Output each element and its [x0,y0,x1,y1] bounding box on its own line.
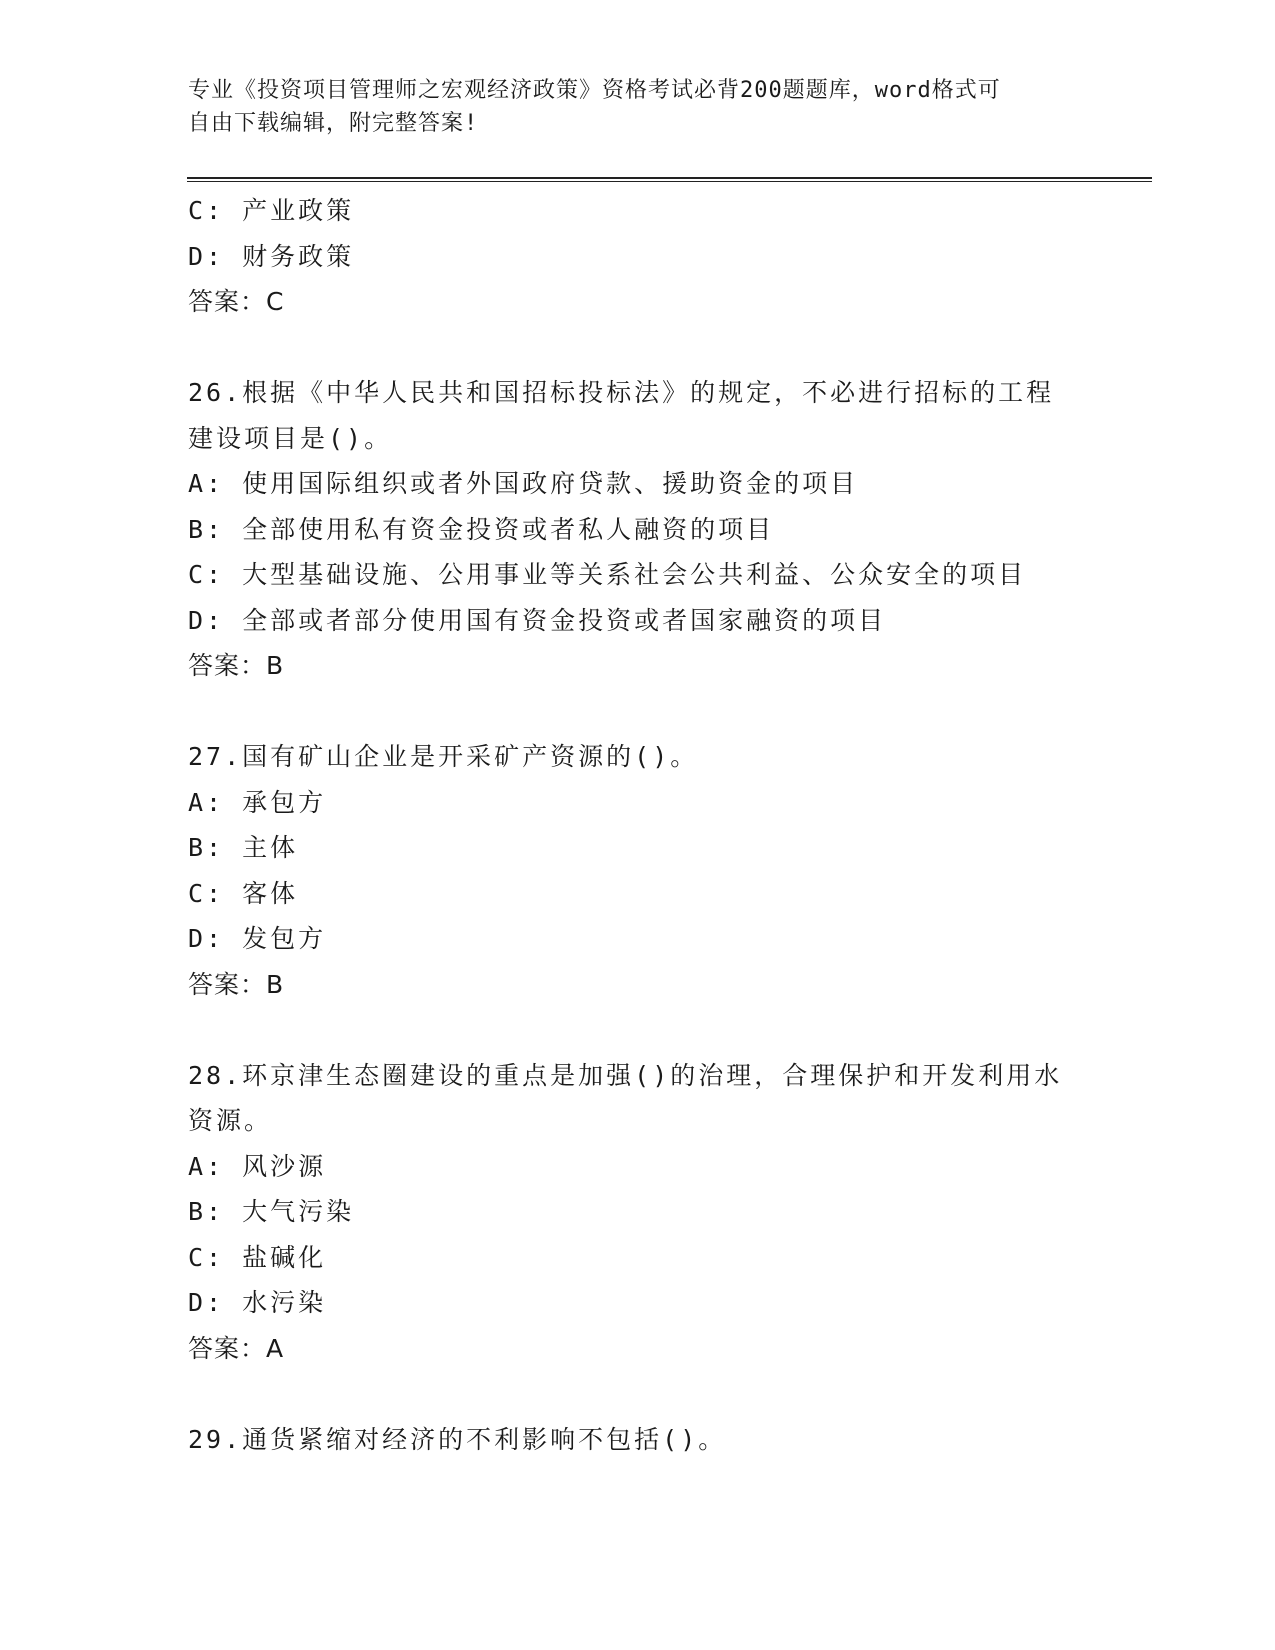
question-28 [188,1053,1088,1372]
option-a: A: 承包方 [188,787,327,817]
prev-question-tail [188,188,1088,325]
question-stem-cont: 资源。 [188,1106,273,1135]
question-stem: 29.通货紧缩对经济的不利影响不包括()。 [188,1424,727,1454]
option-a: A: 使用国际组织或者外国政府贷款、援助资金的项目 [188,469,859,498]
header-line-2: 自由下载编辑，附完整答案! [188,111,479,136]
answer-line: 答案：A [188,1333,285,1363]
question-stem: 26.根据《中华人民共和国招标投标法》的规定，不必进行招标的工程 [188,378,1055,407]
document-header [188,74,1068,140]
option-d: D: 水污染 [188,1288,327,1317]
question-27 [188,734,1088,1007]
question-stem: 27.国有矿山企业是开采矿产资源的()。 [188,742,699,771]
question-26 [188,370,1088,689]
question-29 [188,1417,1088,1463]
option-c: C: 客体 [188,878,299,908]
header-line-1: 专业《投资项目管理师之宏观经济政策》资格考试必背200题题库，word格式可 [188,78,1001,103]
question-stem: 28.环京津生态圈建设的重点是加强()的治理，合理保护和开发利用水 [188,1060,1063,1090]
option-b: B: 主体 [188,833,299,862]
option-c: C: 盐碱化 [188,1242,327,1272]
spacer [188,689,1088,735]
answer-line: 答案：B [188,969,285,999]
option-d: D: 财务政策 [188,241,355,271]
option-a: A: 风沙源 [188,1151,327,1181]
option-b: B: 大气污染 [188,1197,355,1226]
header-divider [187,177,1152,183]
option-c: C: 大型基础设施、公用事业等关系社会公共利益、公众安全的项目 [188,560,1027,589]
option-b: B: 全部使用私有资金投资或者私人融资的项目 [188,514,775,544]
spacer [188,1371,1088,1417]
spacer [188,1007,1088,1053]
answer-line: 答案：C [188,287,285,316]
option-d: D: 全部或者部分使用国有资金投资或者国家融资的项目 [188,605,887,635]
spacer [188,325,1088,371]
answer-line: 答案：B [188,651,285,680]
divider-thick-line [187,177,1152,179]
divider-thin-line [187,181,1152,182]
question-stem-cont: 建设项目是()。 [188,423,393,453]
option-d: D: 发包方 [188,924,327,953]
question-list [188,188,1088,1462]
option-c: C: 产业政策 [188,196,355,225]
